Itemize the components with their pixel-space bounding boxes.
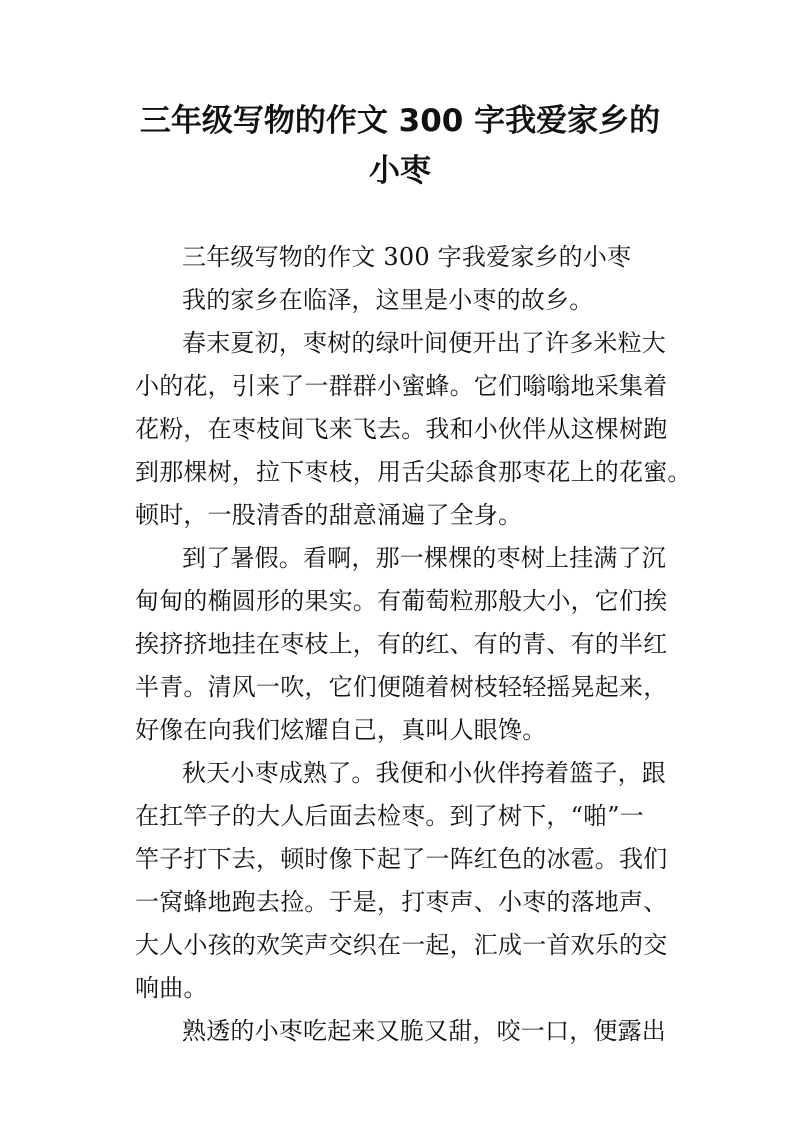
body-line: 大人小孩的欢笑声交织在一起，汇成一首欢乐的交 xyxy=(135,931,668,959)
body-line: 到那棵树，拉下枣枝，用舌尖舔食那枣花上的花蜜。 xyxy=(135,458,692,486)
body-line: 秋天小枣成熟了。我便和小伙伴挎着篮子，跟 xyxy=(182,759,666,787)
document-title xyxy=(0,96,800,196)
body-line: 春末夏初，枣树的绿叶间便开出了许多米粒大 xyxy=(182,329,666,357)
body-line: 一窝蜂地跑去捡。于是，打枣声、小枣的落地声、 xyxy=(135,888,668,916)
body-line: 三年级写物的作文 300 字我爱家乡的小枣 xyxy=(182,243,632,271)
body-line: 我的家乡在临泽，这里是小枣的故乡。 xyxy=(182,286,594,314)
body-line: 好像在向我们炫耀自己，真叫人眼馋。 xyxy=(135,716,547,744)
body-line: 小的花，引来了一群群小蜜蜂。它们嗡嗡地采集着 xyxy=(135,372,668,400)
body-line: 顿时，一股清香的甜意涌遍了全身。 xyxy=(135,501,523,529)
body-line: 在扛竿子的大人后面去检枣。到了树下，“啪”一 xyxy=(135,802,644,830)
body-line: 挨挤挤地挂在枣枝上，有的红、有的青、有的半红 xyxy=(135,630,668,658)
body-line: 熟透的小枣吃起来又脆又甜，咬一口，便露出 xyxy=(182,1017,666,1045)
body-line: 竿子打下去，顿时像下起了一阵红色的冰雹。我们 xyxy=(135,845,668,873)
body-line: 半青。清风一吹，它们便随着树枝轻轻摇晃起来， xyxy=(135,673,668,701)
body-line: 甸甸的椭圆形的果实。有葡萄粒那般大小，它们挨 xyxy=(135,587,668,615)
title-line-2: 小枣 xyxy=(369,153,431,189)
body-line: 响曲。 xyxy=(135,974,208,1002)
document-body xyxy=(135,236,692,1053)
title-line-1: 三年级写物的作文 300 字我爱家乡的 xyxy=(139,103,661,139)
body-line: 花粉，在枣枝间飞来飞去。我和小伙伴从这棵树跑 xyxy=(135,415,668,443)
body-line: 到了暑假。看啊，那一棵棵的枣树上挂满了沉 xyxy=(182,544,666,572)
